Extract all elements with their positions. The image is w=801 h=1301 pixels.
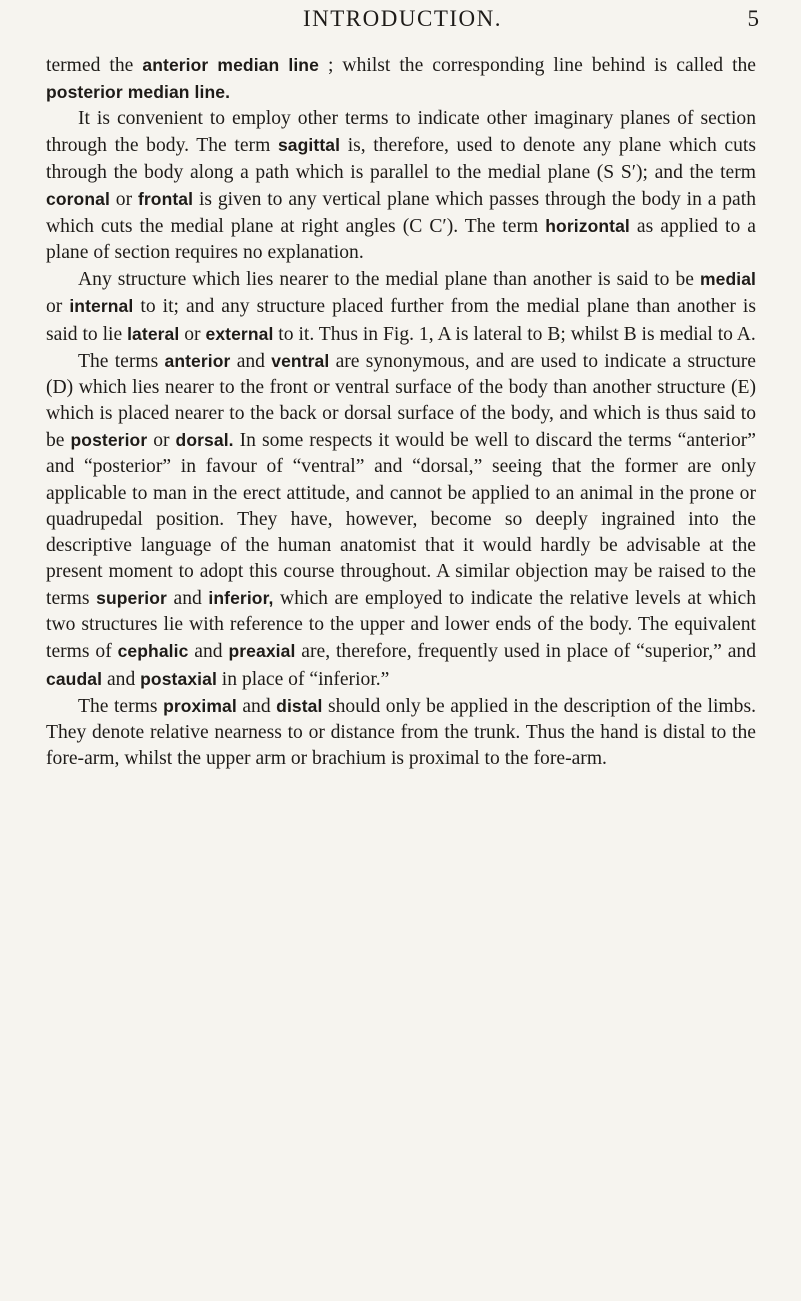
text-run: or xyxy=(147,430,176,452)
text-run: Any structure which lies nearer to the medial plane than another is said to be xyxy=(78,269,700,291)
bold-term: ventral xyxy=(271,350,330,371)
text-run: is, therefore, used to denote any plane which cuts through the body along a path which is parallel to the medial plane (S S′); and the term xyxy=(46,135,756,183)
text-run: to it; and any structure placed further from the medial plane than another is said to lie xyxy=(46,296,756,345)
bold-term: caudal xyxy=(46,668,103,689)
text-run: as applied to a plane of section requires no explanation. xyxy=(46,215,756,264)
page-number: 5 xyxy=(747,6,759,31)
bold-term: lateral xyxy=(127,323,180,344)
bold-term: superior xyxy=(96,588,167,609)
text-run: and xyxy=(102,668,141,690)
bold-term: postaxial xyxy=(140,668,217,689)
bold-term: preaxial xyxy=(228,641,296,662)
text-run: is given to any vertical plane which passes through the body in a path which cuts the medial plane at right angles (C C′). The term xyxy=(46,188,756,237)
text-run: are synonymous, and are used to indicate a structure (D) which lies nearer to the front or ventral surface of the body than another structure (E) which is placed nearer to the back or dorsal surface of the body, and which is thus said to be xyxy=(46,350,756,452)
bold-term: posterior xyxy=(70,430,148,451)
text-run: should only be applied in the description of the limbs. They denote relative nearness to or distance from the trunk. Thus the hand is distal to the fore-arm, whilst the upper arm or brachium is proximal to the fore-arm. xyxy=(46,695,756,770)
text-run: and xyxy=(236,695,277,717)
bold-term: inferior, xyxy=(208,588,274,609)
text-run: It is convenient to employ other terms to indicate other imaginary planes of section through the body. The term xyxy=(46,108,756,157)
text-run: in place of “inferior.” xyxy=(216,668,390,690)
bold-term: posterior median line. xyxy=(46,82,231,103)
bold-term: horizontal xyxy=(545,215,630,236)
bold-term: medial xyxy=(699,269,756,290)
text-run: or xyxy=(46,296,70,318)
bold-term: sagittal xyxy=(277,135,341,156)
bold-term: frontal xyxy=(137,188,194,209)
bold-term: coronal xyxy=(46,188,110,209)
text-run: and xyxy=(230,350,272,372)
bold-term: internal xyxy=(69,296,134,317)
running-title: INTRODUCTION. xyxy=(302,6,502,31)
bold-term: anterior median line xyxy=(142,55,319,75)
text-run: In some respects it would be well to discard the terms “anterior” and “posterior” in favour of “ventral” and “dorsal,” seeing that the former are only applicable to man in the erect attitude, and cannot be applied to an animal in the prone or quadrupedal position. They have, however, become so deeply ingrained into the descriptive language of the human anatomist that it would hardly be advisable at the present moment to adopt this course throughout. A similar objection may be raised to the terms xyxy=(46,430,756,610)
running-head xyxy=(46,4,759,34)
paragraph xyxy=(46,266,756,347)
text-run: termed the xyxy=(46,55,143,76)
text-run: or xyxy=(109,188,138,210)
bold-term: anterior xyxy=(164,350,231,371)
text-run: are, therefore, frequently used in place of “superior,” and xyxy=(295,641,756,663)
paragraph xyxy=(46,348,756,693)
text-run: The terms xyxy=(78,695,164,717)
bold-term: dorsal. xyxy=(175,430,234,451)
text-run: to it. Thus in Fig. 1, A is lateral to B; whilst B is medial to A. xyxy=(273,323,756,345)
body-text xyxy=(46,52,756,772)
bold-term: external xyxy=(205,323,274,344)
text-run: ; whilst the corresponding line behind is called the xyxy=(318,55,757,76)
bold-term: distal xyxy=(276,695,323,716)
paragraph xyxy=(46,52,756,106)
text-run: The terms xyxy=(78,350,165,372)
text-run: or xyxy=(179,323,206,345)
bold-term: proximal xyxy=(163,695,237,716)
paragraph xyxy=(46,106,756,266)
text-run: and xyxy=(166,588,209,610)
paragraph xyxy=(46,693,756,772)
text-run: which are employed to indicate the relative levels at which two structures lie with reference to the upper and lower ends of the body. The equivalent terms of xyxy=(46,588,756,663)
bold-term: cephalic xyxy=(117,641,189,662)
text-run: and xyxy=(188,641,229,663)
